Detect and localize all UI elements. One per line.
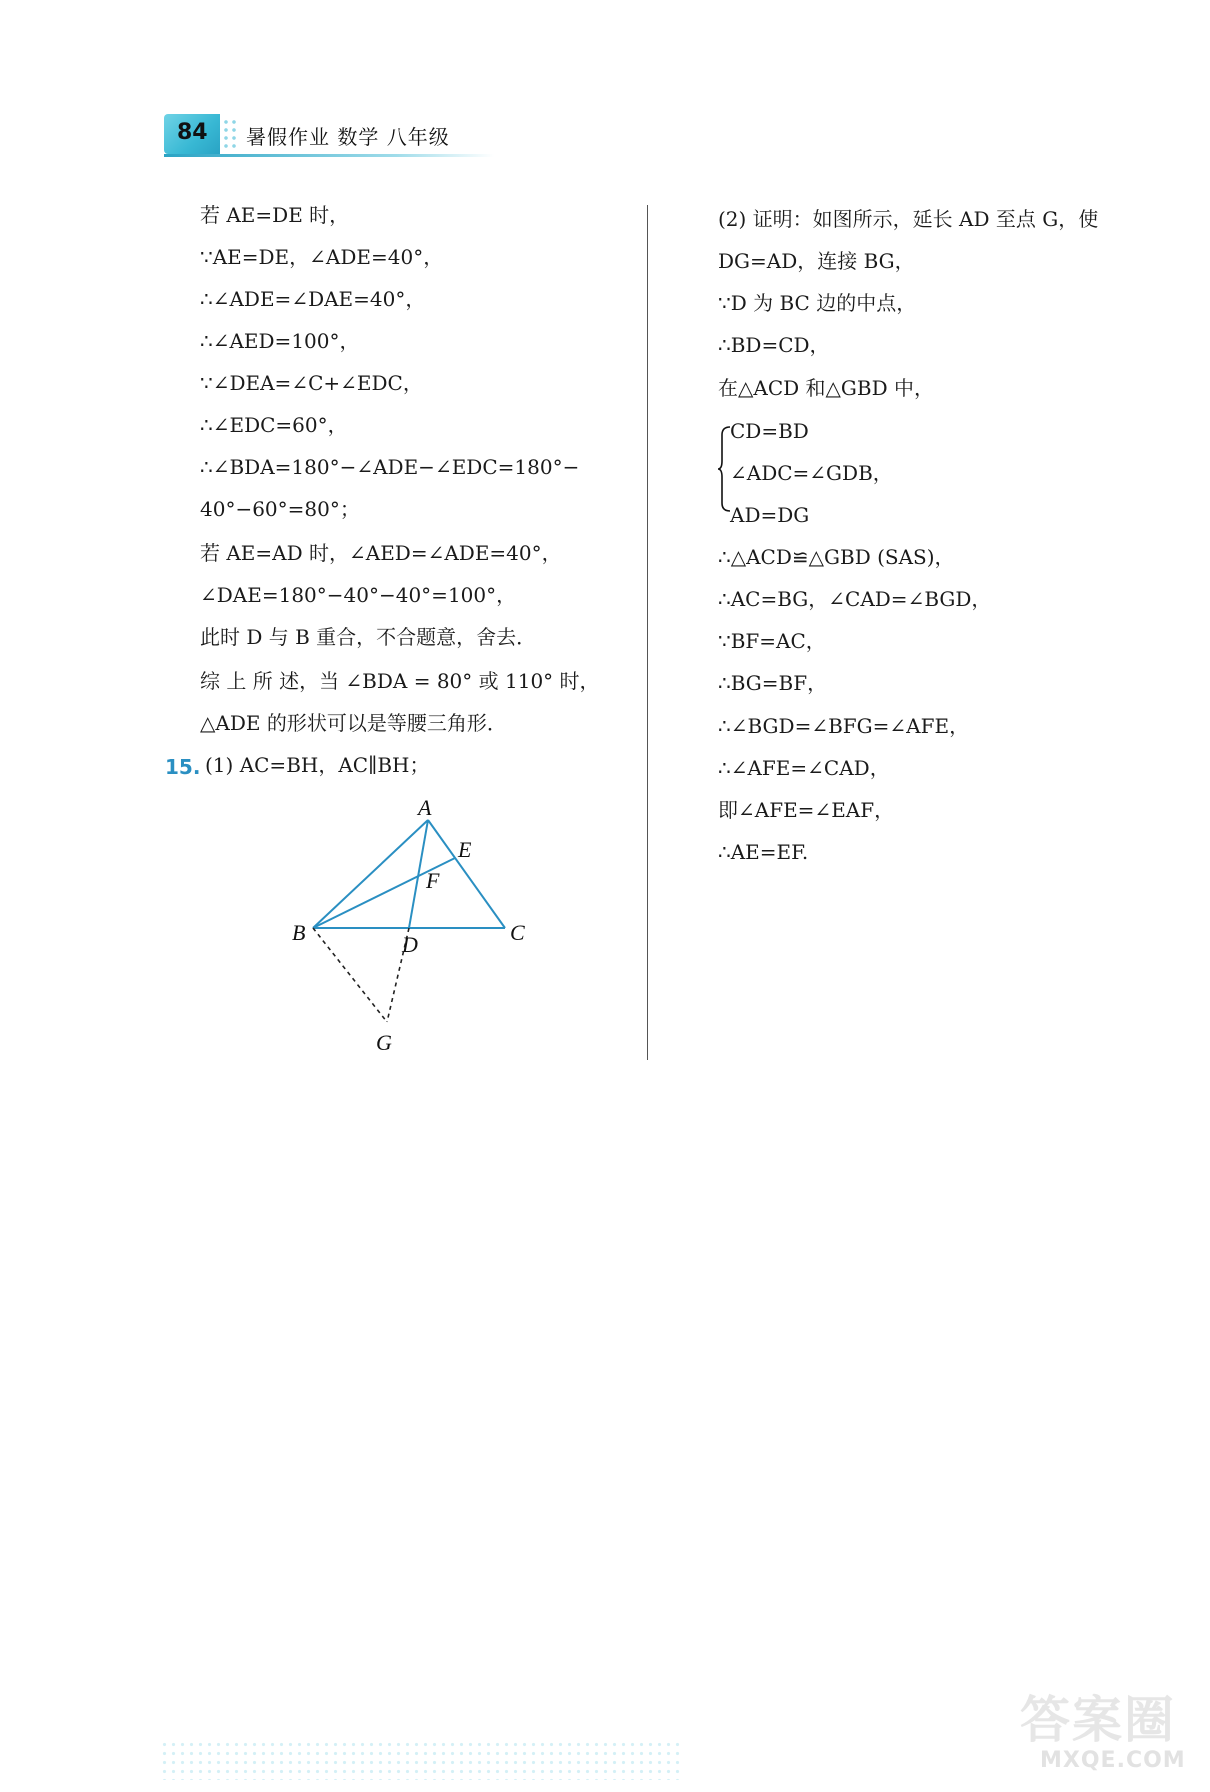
- footer-dot-decoration: [160, 1740, 680, 1780]
- q15-part1-answer: (1) AC=BH，AC∥BH；: [205, 753, 430, 777]
- right-line-14: ∴∠AFE=∠CAD，: [718, 756, 890, 780]
- left-line-3: ∴∠ADE=∠DAE=40°，: [200, 287, 426, 311]
- right-line-5: 在△ACD 和△GBD 中，: [718, 376, 934, 400]
- column-divider: [647, 205, 648, 1060]
- left-line-10: ∠DAE=180°−40°−40°=100°，: [200, 583, 517, 607]
- system-line-1: CD=BD: [730, 419, 809, 443]
- right-line-9: ∴△ACD≌△GBD (SAS)，: [718, 545, 955, 569]
- right-line-12: ∴BG=BF，: [718, 671, 828, 695]
- right-line-10: ∴AC=BG，∠CAD=∠BGD，: [718, 587, 992, 611]
- label-e: E: [458, 837, 472, 862]
- label-d: D: [402, 932, 418, 957]
- segment-ab: [313, 820, 428, 928]
- left-line-1: 若 AE=DE 时，: [200, 203, 350, 227]
- right-line-16: ∴AE=EF.: [718, 840, 809, 864]
- header-title: 暑假作业 数学 八年级: [246, 125, 450, 149]
- label-f: F: [426, 868, 440, 893]
- right-line-2: DG=AD，连接 BG，: [718, 249, 915, 273]
- right-line-13: ∴∠BGD=∠BFG=∠AFE，: [718, 714, 970, 738]
- left-line-8: 40°−60°=80°；: [200, 497, 360, 521]
- right-line-11: ∵BF=AC，: [718, 629, 826, 653]
- right-line-1: (2) 证明：如图所示，延长 AD 至点 G，使: [718, 207, 1099, 231]
- system-line-2: ∠ADC=∠GDB，: [730, 461, 893, 485]
- left-line-5: ∵∠DEA=∠C+∠EDC，: [200, 371, 423, 395]
- header-rule: [164, 154, 494, 157]
- system-line-3: AD=DG: [730, 503, 810, 527]
- label-a: A: [418, 795, 432, 820]
- label-g: G: [376, 1030, 392, 1055]
- page-number: 84: [177, 120, 208, 145]
- watermark-logo: 答案圈: [1020, 1691, 1176, 1749]
- page-header: [164, 114, 484, 154]
- question-number-15: 15.: [165, 755, 201, 779]
- triangle-diagram: [290, 790, 540, 1060]
- left-line-13: △ADE 的形状可以是等腰三角形．: [200, 711, 507, 735]
- left-line-2: ∵AE=DE，∠ADE=40°，: [200, 245, 444, 269]
- left-line-9: 若 AE=AD 时，∠AED=∠ADE=40°，: [200, 541, 562, 565]
- page-number-badge: [164, 114, 220, 154]
- left-line-7: ∴∠BDA=180°−∠ADE−∠EDC=180°−: [200, 455, 580, 479]
- right-line-3: ∵D 为 BC 边的中点，: [718, 291, 917, 315]
- left-line-12: 综 上 所 述，当 ∠BDA = 80° 或 110° 时，: [200, 669, 600, 693]
- right-line-4: ∴BD=CD，: [718, 333, 830, 357]
- segment-bg-dashed: [313, 928, 387, 1022]
- left-line-4: ∴∠AED=100°，: [200, 329, 360, 353]
- label-c: C: [510, 920, 525, 945]
- left-line-11: 此时 D 与 B 重合，不合题意，舍去．: [200, 625, 537, 649]
- label-b: B: [292, 920, 306, 945]
- left-line-6: ∴∠EDC=60°，: [200, 413, 348, 437]
- header-dot-decoration: [222, 118, 238, 152]
- watermark-url: MXQE.COM: [1040, 1748, 1186, 1773]
- right-line-15: 即∠AFE=∠EAF，: [718, 798, 895, 822]
